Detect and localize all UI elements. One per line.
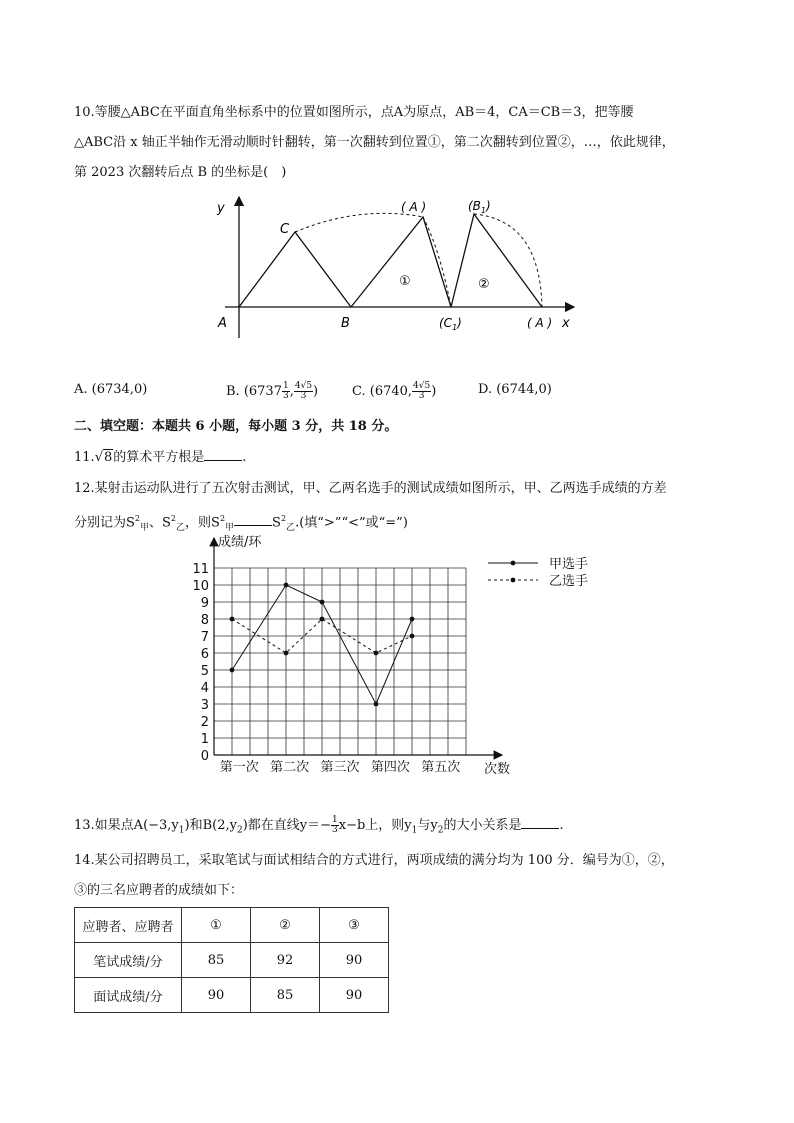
option-c[interactable]: C. (6740, $\frac{4√5}{3}$ ) bbox=[352, 381, 437, 401]
data-point bbox=[374, 702, 379, 707]
q14-line-2: ③的三名应聘者的成绩如下： bbox=[74, 883, 244, 898]
option-b[interactable]: B. (6737 $\frac{1}{3}$ , $\frac{4√5}{3}$ ) bbox=[226, 381, 319, 401]
x-axis-label: 次数 bbox=[484, 762, 511, 777]
q13-line: 13.如果点$A(-3,y_1)$和$B(2,y_2)$都在直线y＝− $\frac{1}{3}$ x−b上，则$y_1$与$y_2$的大小关系是 . bbox=[74, 815, 564, 836]
x-tick-label: 第五次 bbox=[421, 760, 461, 775]
data-point bbox=[230, 617, 235, 622]
x-axis-label: x bbox=[562, 316, 570, 331]
table-header-row bbox=[75, 908, 389, 943]
data-point bbox=[284, 583, 289, 588]
table-cell: 90 bbox=[320, 943, 389, 978]
option-a[interactable]: A. (6734,0) bbox=[74, 382, 148, 397]
x-tick-label: 第一次 bbox=[219, 760, 259, 775]
y-tick-label: 6 bbox=[200, 647, 209, 662]
y-axis-label: y bbox=[217, 201, 225, 216]
data-point bbox=[230, 668, 235, 673]
legend-label: 甲选手 bbox=[549, 557, 589, 572]
data-point bbox=[320, 600, 325, 605]
x-tick-label: 第三次 bbox=[320, 760, 360, 775]
q10-line-3: 第 2023 次翻转后点 B 的坐标是( ) bbox=[74, 165, 287, 180]
q10-line-1: 10.等腰△ABC在平面直角坐标系中的位置如图所示，点A为原点，AB＝4，CA＝CB＝3，把等腰 bbox=[74, 105, 634, 120]
region-label-2: ② bbox=[478, 277, 490, 292]
triangle-position-2 bbox=[451, 214, 542, 307]
data-point bbox=[320, 617, 325, 622]
rotation-arc-1 bbox=[295, 213, 423, 232]
label-A: A bbox=[218, 316, 227, 331]
triangle-figure bbox=[0, 190, 794, 340]
data-point bbox=[284, 651, 289, 656]
q12-line-2: 分别记为$S^2_甲$、$S^2_乙$，则$S^2_甲$ $S^2_乙$.(填“>”“<”或“=”) bbox=[74, 514, 408, 533]
table-row bbox=[75, 943, 389, 978]
y-tick-label: 8 bbox=[200, 613, 209, 628]
table-cell: 90 bbox=[320, 978, 389, 1013]
y-tick-label: 7 bbox=[200, 630, 209, 645]
y-tick-label: 5 bbox=[200, 664, 209, 679]
q13-answer-blank[interactable] bbox=[521, 816, 559, 829]
y-tick-label: 2 bbox=[200, 715, 209, 730]
table-cell: 92 bbox=[251, 943, 320, 978]
label-A2: ( A ) bbox=[527, 316, 553, 330]
q14-line-1: 14.某公司招聘员工，采取笔试与面试相结合的方式进行，两项成绩的满分均为 100 分．编号为①，②， bbox=[74, 853, 674, 868]
triangle-original bbox=[239, 232, 351, 307]
table-header-cell: ① bbox=[182, 908, 251, 943]
legend-marker bbox=[511, 561, 516, 566]
table-header-cell: ③ bbox=[320, 908, 389, 943]
q11-line: 11.√8的算术平方根是 . bbox=[74, 450, 247, 465]
table-cell: 笔试成绩/分 bbox=[75, 943, 182, 978]
section-2-heading: 二、填空题：本题共 6 小题，每小题 3 分，共 18 分。 bbox=[74, 419, 398, 434]
score-line-chart bbox=[0, 530, 794, 780]
triangle-position-1 bbox=[351, 217, 451, 307]
y-tick-label: 10 bbox=[192, 579, 209, 594]
q12-answer-blank[interactable] bbox=[234, 513, 272, 526]
q12-line-1: 12.某射击运动队进行了五次射击测试，甲、乙两名选手的测试成绩如图所示，甲、乙两选手成绩的方差 bbox=[74, 481, 667, 496]
y-tick-label: 4 bbox=[200, 681, 209, 696]
data-point bbox=[410, 634, 415, 639]
label-B: B bbox=[341, 316, 350, 331]
y-tick-label: 1 bbox=[200, 732, 209, 747]
legend-label: 乙选手 bbox=[549, 574, 589, 589]
table-header-cell: ② bbox=[251, 908, 320, 943]
data-point bbox=[374, 651, 379, 656]
label-B1: $(B_1)$ bbox=[468, 199, 491, 215]
q11-answer-blank[interactable] bbox=[204, 448, 242, 461]
q10-line-2: △ABC沿 x 轴正半轴作无滑动顺时针翻转，第一次翻转到位置①，第二次翻转到位置②，…，依此规律， bbox=[74, 135, 675, 150]
label-C1: $(C_1)$ bbox=[439, 316, 462, 332]
y-tick-label: 0 bbox=[200, 749, 209, 764]
label-C: C bbox=[280, 222, 290, 237]
y-tick-label: 11 bbox=[192, 562, 209, 577]
x-tick-label: 第二次 bbox=[270, 760, 310, 775]
table-cell: 面试成绩/分 bbox=[75, 978, 182, 1013]
y-tick-label: 3 bbox=[200, 698, 209, 713]
table-cell: 90 bbox=[182, 978, 251, 1013]
x-tick-label: 第四次 bbox=[370, 760, 410, 775]
table-header-cell: 应聘者、应聘者 bbox=[75, 908, 182, 943]
applicant-score-table bbox=[74, 907, 389, 1013]
table-row bbox=[75, 978, 389, 1013]
legend-marker bbox=[511, 578, 516, 583]
table-cell: 85 bbox=[251, 978, 320, 1013]
y-axis-label: 成绩/环 bbox=[218, 535, 262, 550]
option-d[interactable]: D. (6744,0) bbox=[478, 382, 552, 397]
region-label-1: ① bbox=[399, 274, 411, 289]
y-tick-label: 9 bbox=[200, 596, 209, 611]
label-A1: ( A ) bbox=[401, 200, 427, 214]
data-point bbox=[410, 617, 415, 622]
table-cell: 85 bbox=[182, 943, 251, 978]
